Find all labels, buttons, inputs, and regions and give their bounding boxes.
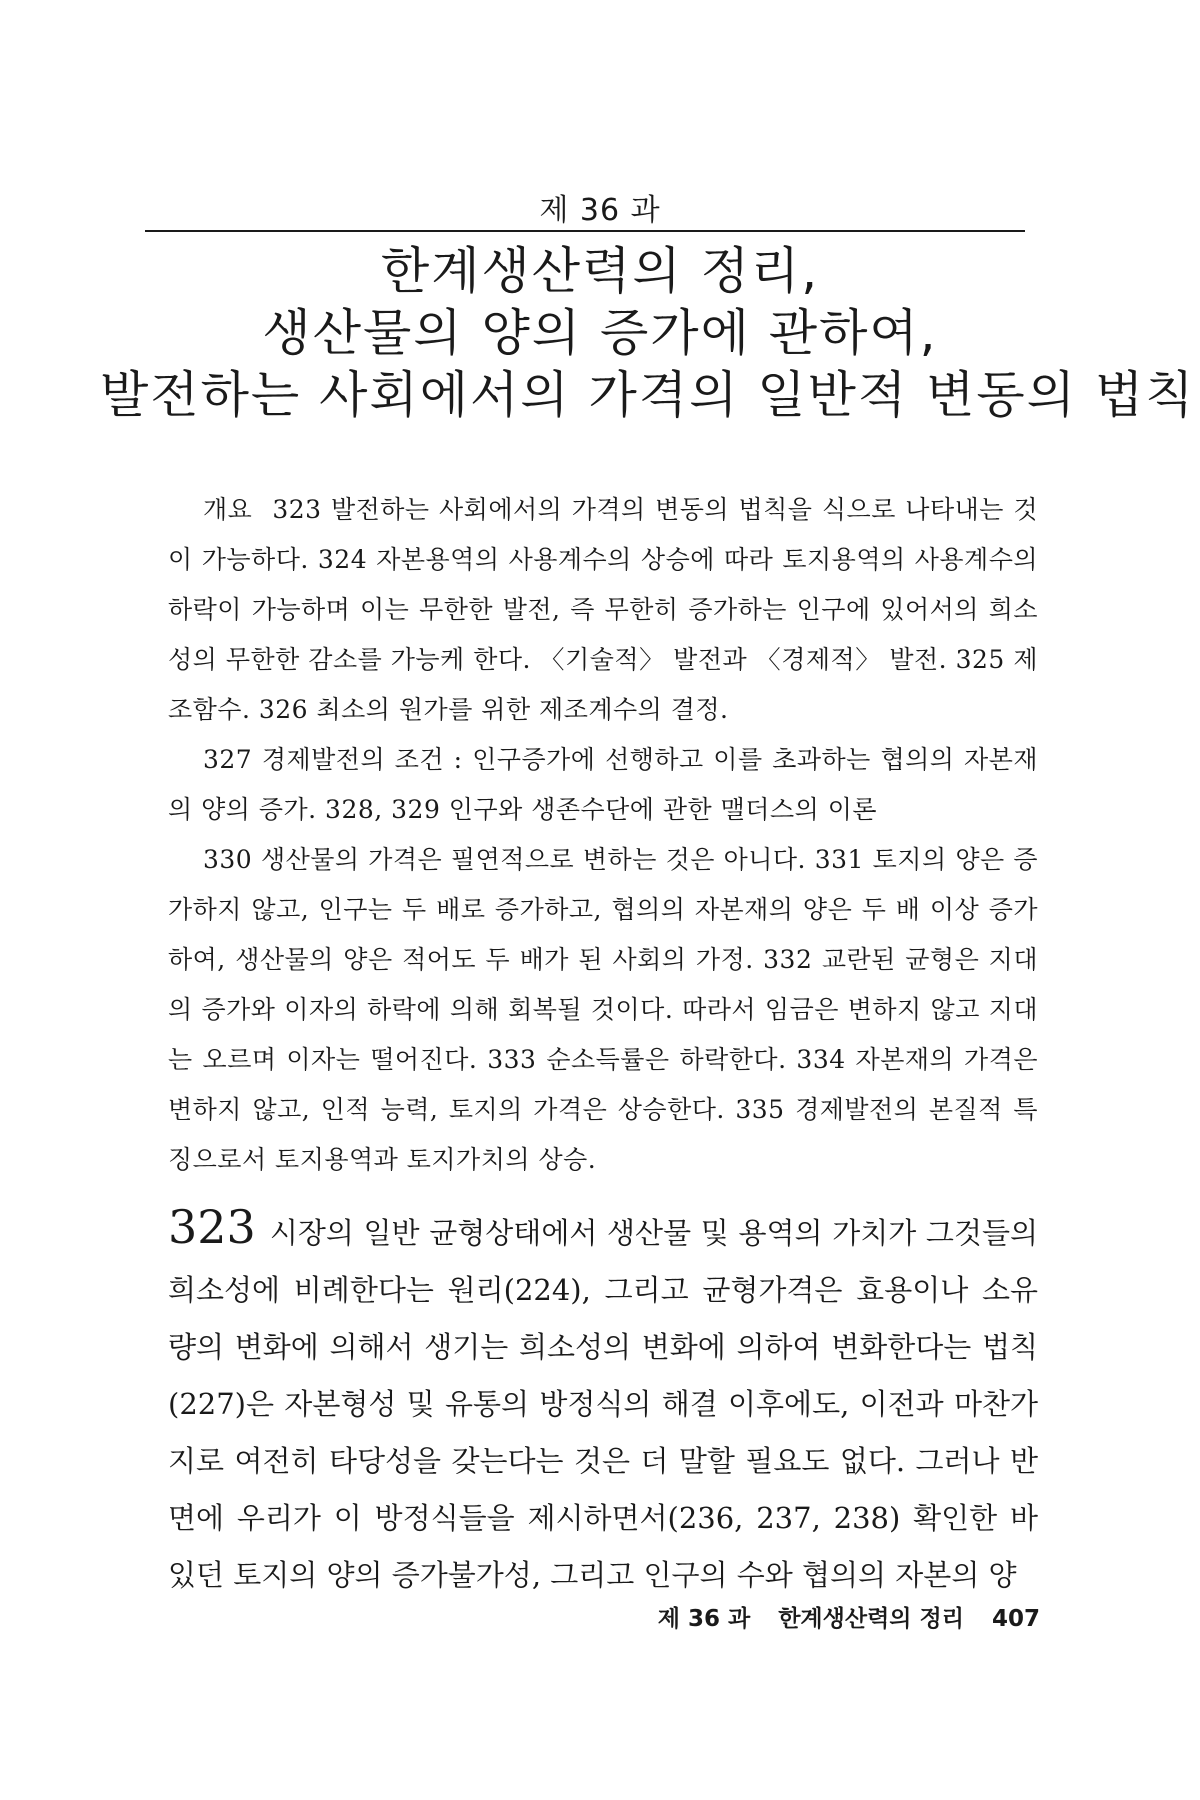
- summary-paragraph-3: 330 생산물의 가격은 필연적으로 변하는 것은 아니다. 331 토지의 양은 증가하지 않고, 인구는 두 배로 증가하고, 협의의 자본재의 양은 두 배 이상 증가하여, 생산물의 양은 적어도 두 배가 된 사회의 가정. 332 교란된 균형은 지대의 증가와 이자의 하락에 의해 회복될 것이다. 따라서 임금은 변하지 않고 지대는 오르며 이자는 떨어진다. 333 순소득률은 하락한다. 334 자본재의 가격은 변하지 않고, 인적 능력, 토지의 가격은 상승한다. 335 경제발전의 본질적 특징으로서 토지용역과 토지가치의 상승.: [168, 845, 1038, 1174]
- title-line-3: 발전하는 사회에서의 가격의 일반적 변동의 법칙: [100, 366, 1196, 424]
- summary-section: [168, 485, 1038, 1185]
- page-footer: [658, 1600, 1040, 1633]
- section-number: 323: [168, 1200, 256, 1254]
- summary-paragraph-2: 327 경제발전의 조건 : 인구증가에 선행하고 이를 초과하는 협의의 자본재의 양의 증가. 328, 329 인구와 생존수단에 관한 맬더스의 이론: [168, 745, 1038, 824]
- title-divider: [145, 230, 1025, 232]
- footer-lesson: 제 36 과: [657, 1606, 751, 1632]
- chapter-title: [100, 240, 1196, 426]
- summary-label: 개요: [203, 495, 253, 524]
- lesson-label: 제 36 과: [539, 193, 661, 228]
- summary-paragraph-1: [168, 485, 1038, 735]
- page-number: 407: [991, 1606, 1040, 1632]
- body-text: 시장의 일반 균형상태에서 생산물 및 용역의 가치가 그것들의 희소성에 비례한다는 원리(224), 그리고 균형가격은 효용이나 소유량의 변화에 의해서 생기는 희소성의 변화에 의하여 변화한다는 법칙(227)은 자본형성 및 유통의 방정식의 해결 이후에도, 이전과 마찬가지로 여전히 타당성을 갖는다는 것은 더 말할 필요도 없다. 그러나 반면에 우리가 이 방정식들을 제시하면서(236, 237, 238) 확인한 바 있던 토지의 양의 증가불가성, 그리고 인구의 수와 협의의 자본의 양: [168, 1216, 1038, 1592]
- title-line-1: 한계생산력의 정리,: [380, 242, 820, 300]
- footer-title: 한계생산력의 정리: [778, 1606, 964, 1632]
- title-line-2: 생산물의 양의 증가에 관하여,: [262, 304, 938, 362]
- summary-text-1: 323 발전하는 사회에서의 가격의 변동의 법칙을 식으로 나타내는 것이 가능하다. 324 자본용역의 사용계수의 상승에 따라 토지용역의 사용계수의 하락이 가능하며 이는 무한한 발전, 즉 무한히 증가하는 인구에 있어서의 희소성의 무한한 감소를 가능케 한다. 〈기술적〉 발전과 〈경제적〉 발전. 325 제조함수. 326 최소의 원가를 위한 제조계수의 결정.: [168, 495, 1038, 724]
- body-paragraph: [168, 1200, 1038, 1604]
